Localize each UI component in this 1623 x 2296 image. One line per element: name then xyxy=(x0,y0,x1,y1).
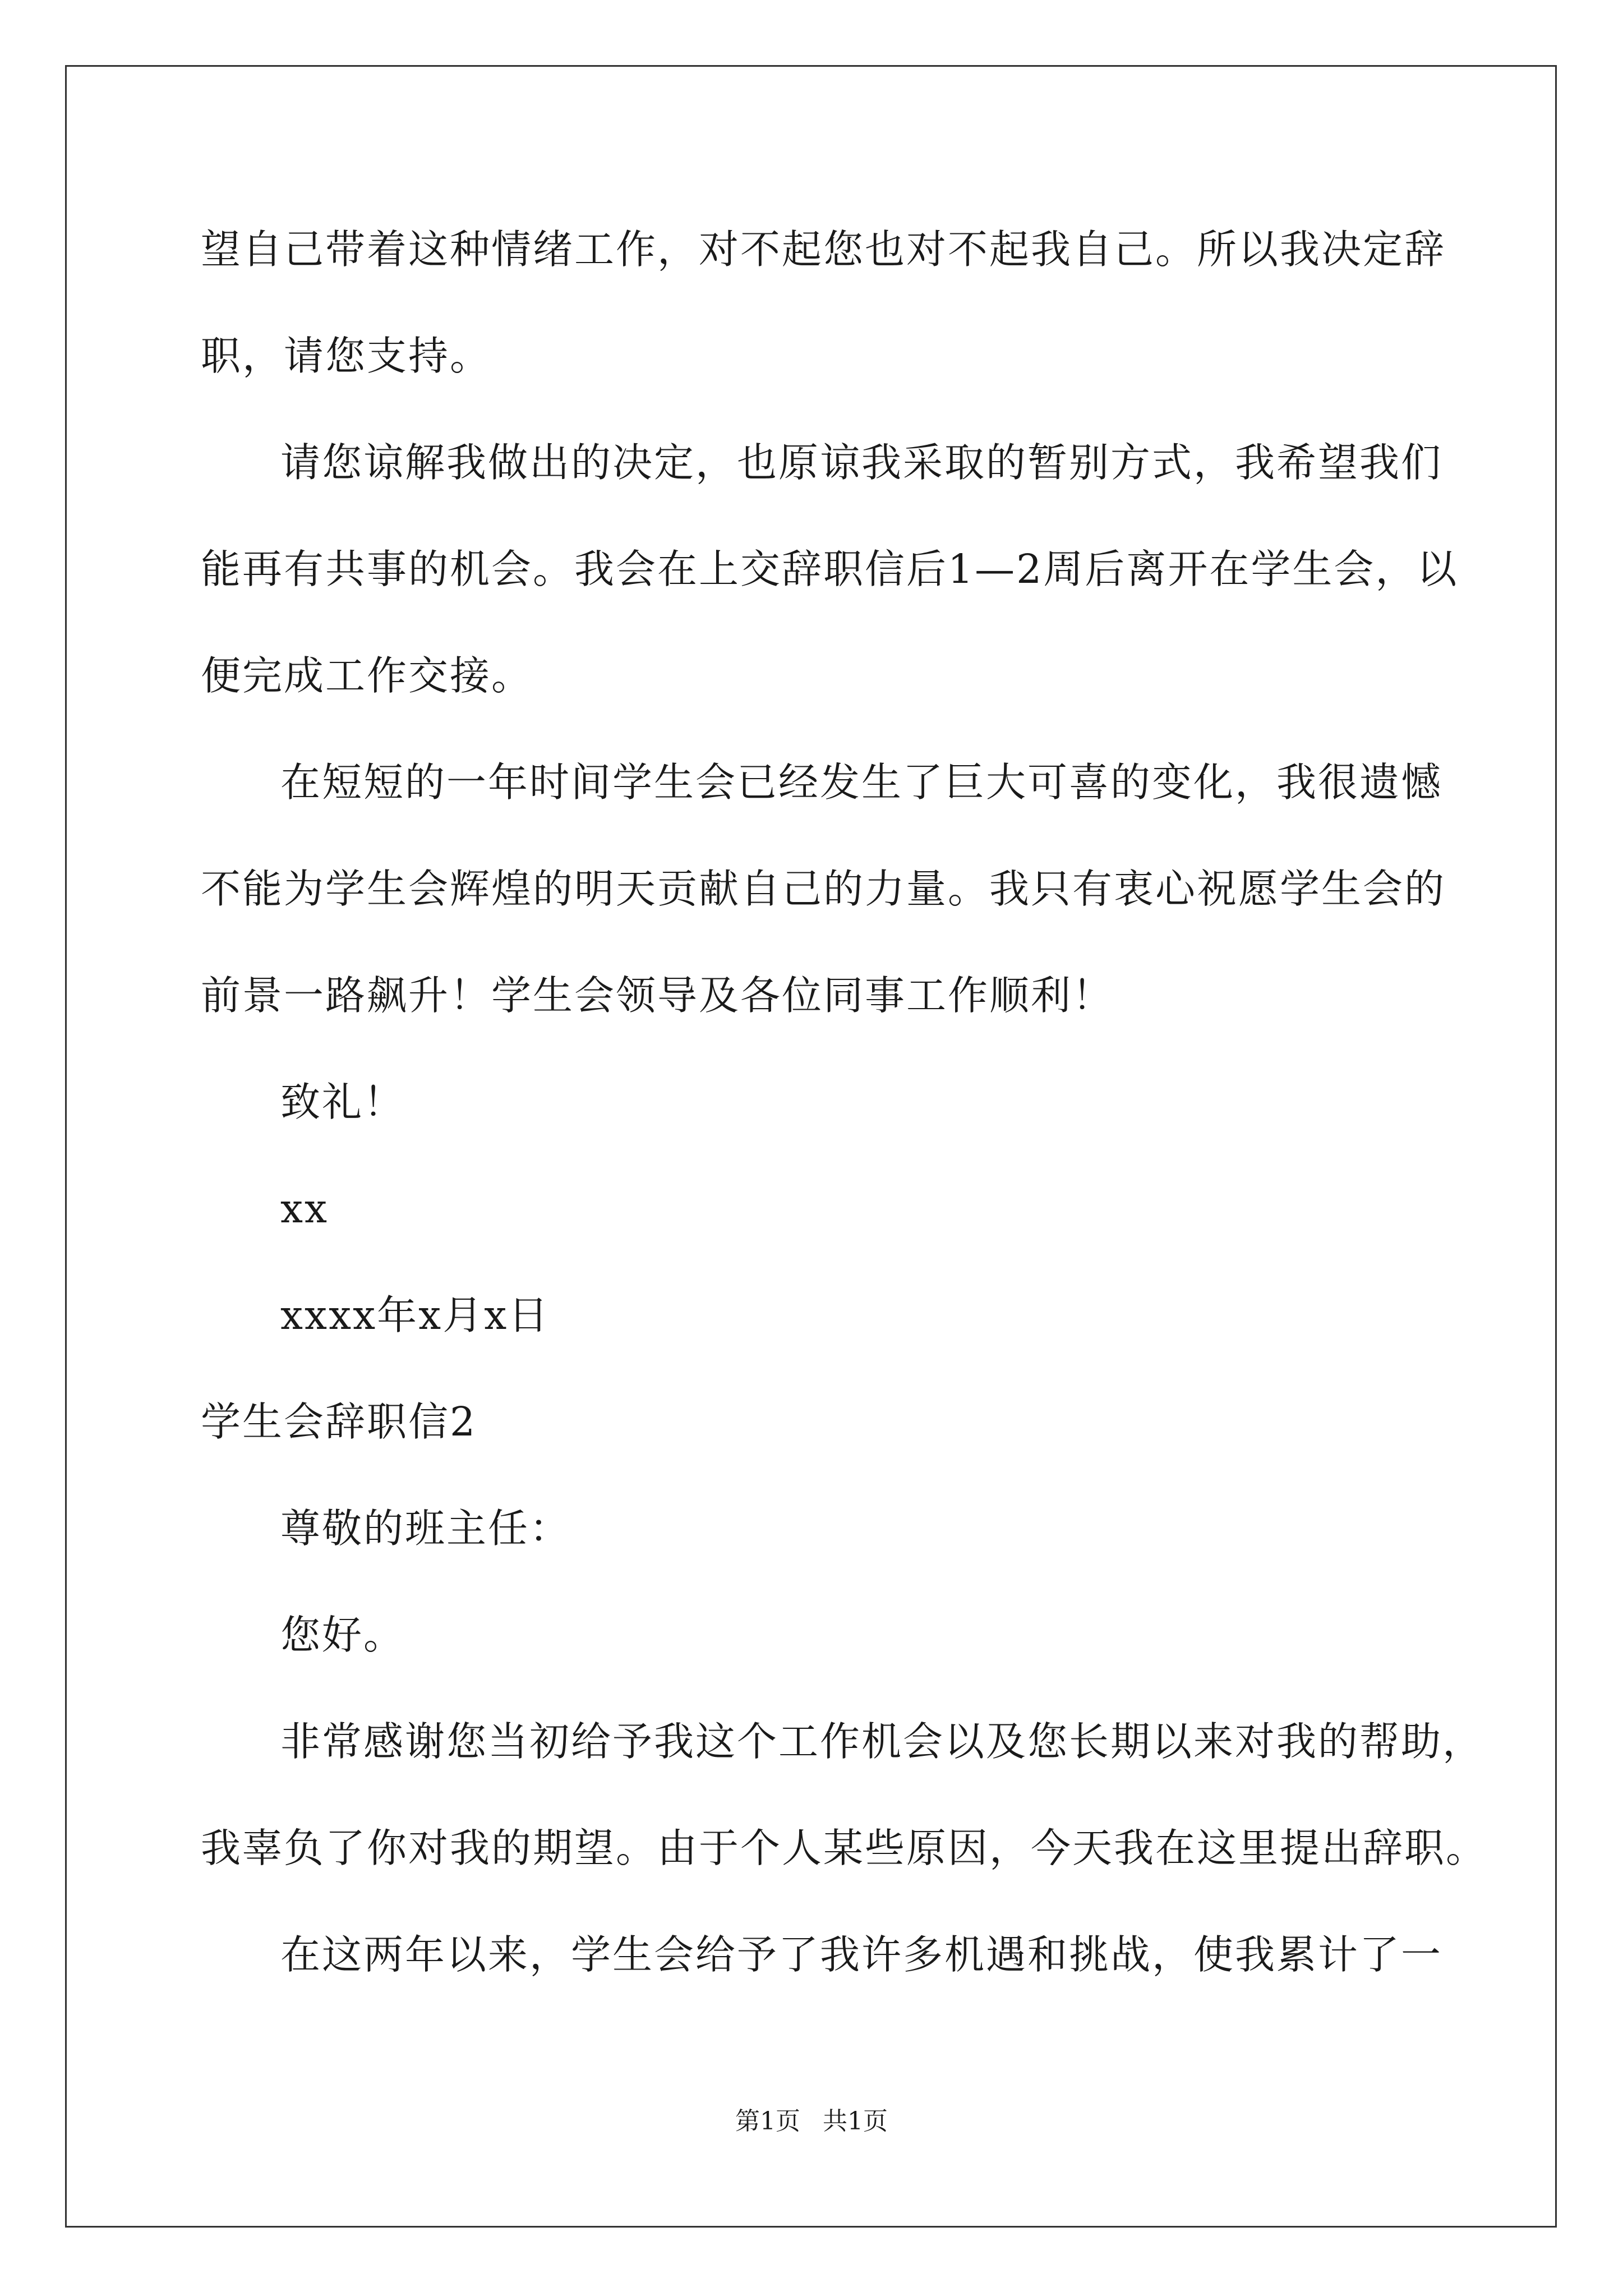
text-line: 您好。 xyxy=(280,1612,405,1658)
text-line: 我辜负了你对我的期望。由于个人某些原因，今天我在这里提出辞职。 xyxy=(201,1825,1488,1871)
text-line: 望自己带着这种情绪工作，对不起您也对不起我自己。所以我决定辞 xyxy=(201,226,1446,273)
page-footer xyxy=(0,2106,1623,2137)
greeting: 尊敬的班主任： xyxy=(280,1505,571,1552)
section-heading: 学生会辞职信2 xyxy=(201,1398,477,1445)
text-line: 不能为学生会辉煌的明天贡献自己的力量。我只有衷心祝愿学生会的 xyxy=(201,866,1446,912)
signature-name: xx xyxy=(280,1185,329,1232)
text-line: 前景一路飙升！学生会领导及各位同事工作顺利！ xyxy=(201,972,1114,1019)
text-line: 在这两年以来，学生会给予了我许多机遇和挑战，使我累计了一 xyxy=(280,1931,1443,1978)
text-line: 非常感谢您当初给予我这个工作机会以及您长期以来对我的帮助， xyxy=(280,1718,1484,1765)
text-line: 能再有共事的机会。我会在上交辞职信后1—2周后离开在学生会，以 xyxy=(201,546,1459,592)
page-total: 共1页 xyxy=(823,2107,888,2136)
salutation-closing: 致礼！ xyxy=(280,1079,405,1125)
text-line: 请您谅解我做出的决定，也原谅我采取的暂别方式，我希望我们 xyxy=(280,439,1443,486)
text-line: 在短短的一年时间学生会已经发生了巨大可喜的变化，我很遗憾 xyxy=(280,759,1443,806)
text-line: 职，请您支持。 xyxy=(201,333,492,379)
signature-date: xxxx年x月x日 xyxy=(280,1292,550,1338)
page-number: 第1页 xyxy=(735,2107,800,2136)
text-line: 便完成工作交接。 xyxy=(201,652,533,699)
page-frame xyxy=(65,65,1557,2228)
